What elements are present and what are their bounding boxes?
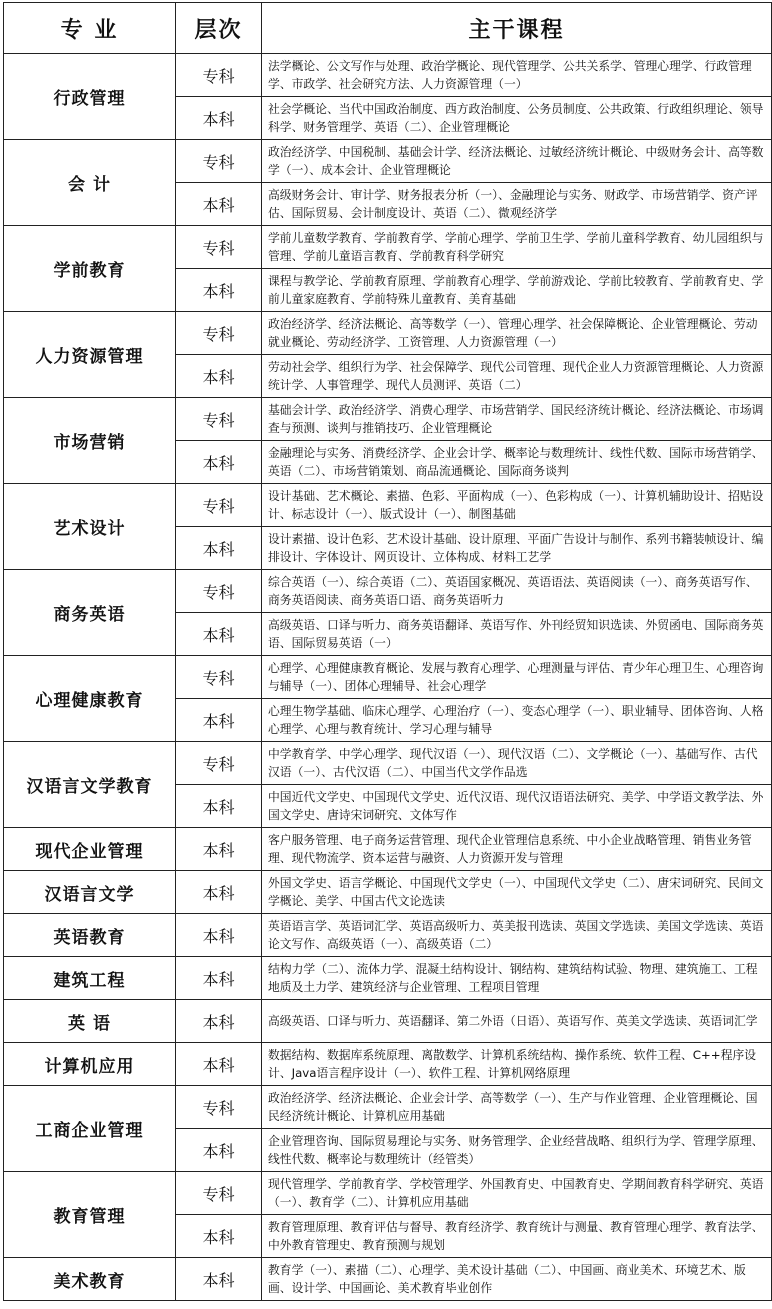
courses-cell: 综合英语（一）、综合英语（二）、英语国家概况、英语语法、英语阅读（一）、商务英语写作、商务英语阅读、商务英语口语、商务英语听力: [262, 570, 772, 613]
courses-cell: 基础会计学、政治经济学、消费心理学、市场营销学、国民经济统计概论、经济法概论、市场调查与预测、谈判与推销技巧、企业管理概论: [262, 398, 772, 441]
courses-cell: 政治经济学、中国税制、基础会计学、经济法概论、过敏经济统计概论、中级财务会计、高等数学（一）、成本会计、企业管理概论: [262, 140, 772, 183]
header-courses: 主干课程: [262, 3, 772, 54]
level-cell: 本科: [176, 1258, 262, 1301]
level-cell: 专科: [176, 226, 262, 269]
level-cell: 专科: [176, 312, 262, 355]
major-name: 行政管理: [4, 54, 176, 140]
table-row: [4, 1172, 772, 1215]
level-cell: 本科: [176, 1215, 262, 1258]
courses-cell: 政治经济学、经济法概论、企业会计学、高等数学（一）、生产与作业管理、企业管理概论、国民经济统计概论、计算机应用基础: [262, 1086, 772, 1129]
level-cell: 本科: [176, 828, 262, 871]
level-cell: 本科: [176, 613, 262, 656]
courses-cell: 企业管理咨询、国际贸易理论与实务、财务管理学、企业经营战略、组织行为学、管理学原理、线性代数、概率论与数理统计（经管类）: [262, 1129, 772, 1172]
level-cell: 本科: [176, 183, 262, 226]
table-row: [4, 871, 772, 914]
level-cell: 专科: [176, 570, 262, 613]
table-row: [4, 828, 772, 871]
courses-cell: 设计素描、设计色彩、艺术设计基础、设计原理、平面广告设计与制作、系列书籍装帧设计、编排设计、字体设计、网页设计、立体构成、材料工艺学: [262, 527, 772, 570]
major-name: 商务英语: [4, 570, 176, 656]
curriculum-table: [3, 2, 772, 1301]
major-name: 建筑工程: [4, 957, 176, 1000]
table-row: [4, 226, 772, 269]
courses-cell: 教育管理原理、教育评估与督导、教育经济学、教育统计与测量、教育管理心理学、教育法学、中外教育管理史、教育预测与规划: [262, 1215, 772, 1258]
major-name: 汉语言文学: [4, 871, 176, 914]
level-cell: 专科: [176, 1086, 262, 1129]
header-row: [4, 3, 772, 54]
courses-cell: 设计基础、艺术概论、素描、色彩、平面构成（一）、色彩构成（一）、计算机辅助设计、招贴设计、标志设计（一）、版式设计（一）、制图基础: [262, 484, 772, 527]
level-cell: 本科: [176, 97, 262, 140]
level-cell: 本科: [176, 1000, 262, 1043]
courses-cell: 高级财务会计、审计学、财务报表分析（一）、金融理论与实务、财政学、市场营销学、资产评估、国际贸易、会计制度设计、英语（二）、微观经济学: [262, 183, 772, 226]
major-name: 教育管理: [4, 1172, 176, 1258]
table-row: [4, 1043, 772, 1086]
major-name: 市场营销: [4, 398, 176, 484]
level-cell: 本科: [176, 957, 262, 1000]
header-level: 层次: [176, 3, 262, 54]
major-name: 英 语: [4, 1000, 176, 1043]
level-cell: 专科: [176, 1172, 262, 1215]
major-name: 计算机应用: [4, 1043, 176, 1086]
table-row: [4, 656, 772, 699]
major-name: 会 计: [4, 140, 176, 226]
courses-cell: 数据结构、数据库系统原理、离散数学、计算机系统结构、操作系统、软件工程、C++程序设计、Java语言程序设计（一）、软件工程、计算机网络原理: [262, 1043, 772, 1086]
table-row: [4, 312, 772, 355]
courses-cell: 英语语言学、英语词汇学、英语高级听力、英美报刊选读、英国文学选读、美国文学选读、英语论文写作、高级英语（一）、高级英语（二）: [262, 914, 772, 957]
major-name: 人力资源管理: [4, 312, 176, 398]
table-row: [4, 54, 772, 97]
table-row: [4, 140, 772, 183]
level-cell: 专科: [176, 140, 262, 183]
courses-cell: 学前儿童数学教育、学前教育学、学前心理学、学前卫生学、学前儿童科学教育、幼儿园组织与管理、学前儿童语言教育、学前教育科学研究: [262, 226, 772, 269]
level-cell: 专科: [176, 656, 262, 699]
level-cell: 本科: [176, 355, 262, 398]
curriculum-body: [4, 54, 772, 1301]
table-row: [4, 1086, 772, 1129]
courses-cell: 高级英语、口译与听力、商务英语翻译、英语写作、外刊经贸知识选读、外贸函电、国际商务英语、国际贸易英语（一）: [262, 613, 772, 656]
courses-cell: 中学教育学、中学心理学、现代汉语（一）、现代汉语（二）、文学概论（一）、基础写作、古代汉语（一）、古代汉语（二）、中国当代文学作品选: [262, 742, 772, 785]
courses-cell: 结构力学（二）、流体力学、混凝土结构设计、钢结构、建筑结构试验、物理、建筑施工、工程地质及土力学、建筑经济与企业管理、工程项目管理: [262, 957, 772, 1000]
courses-cell: 教育学（一）、素描（二）、心理学、美术设计基础（二）、中国画、商业美术、环境艺术、版画、设计学、中国画论、美术教育毕业创作: [262, 1258, 772, 1301]
courses-cell: 心理学、心理健康教育概论、发展与教育心理学、心理测量与评估、青少年心理卫生、心理咨询与辅导（一）、团体心理辅导、社会心理学: [262, 656, 772, 699]
courses-cell: 心理生物学基础、临床心理学、心理治疗（一）、变态心理学（一）、职业辅导、团体咨询、人格心理学、心理与教育统计、学习心理与辅导: [262, 699, 772, 742]
level-cell: 本科: [176, 527, 262, 570]
level-cell: 本科: [176, 871, 262, 914]
level-cell: 专科: [176, 742, 262, 785]
table-row: [4, 1000, 772, 1043]
courses-cell: 金融理论与实务、消费经济学、企业会计学、概率论与数理统计、线性代数、国际市场营销学、英语（二）、市场营销策划、商品流通概论、国际商务谈判: [262, 441, 772, 484]
major-name: 汉语言文学教育: [4, 742, 176, 828]
level-cell: 本科: [176, 914, 262, 957]
courses-cell: 外国文学史、语言学概论、中国现代文学史（一）、中国现代文学史（二）、唐宋词研究、民间文学概论、美学、中国古代文论选读: [262, 871, 772, 914]
courses-cell: 高级英语、口译与听力、英语翻译、第二外语（日语）、英语写作、英美文学选读、英语词汇学: [262, 1000, 772, 1043]
major-name: 工商企业管理: [4, 1086, 176, 1172]
level-cell: 本科: [176, 785, 262, 828]
courses-cell: 客户服务管理、电子商务运营管理、现代企业管理信息系统、中小企业战略管理、销售业务管理、现代物流学、资本运营与融资、人力资源开发与管理: [262, 828, 772, 871]
level-cell: 本科: [176, 269, 262, 312]
major-name: 美术教育: [4, 1258, 176, 1301]
table-row: [4, 570, 772, 613]
table-row: [4, 1258, 772, 1301]
level-cell: 专科: [176, 398, 262, 441]
header-major: 专 业: [4, 3, 176, 54]
major-name: 英语教育: [4, 914, 176, 957]
courses-cell: 法学概论、公文写作与处理、政治学概论、现代管理学、公共关系学、管理心理学、行政管理学、市政学、社会研究方法、人力资源管理（一）: [262, 54, 772, 97]
courses-cell: 现代管理学、学前教育学、学校管理学、外国教育史、中国教育史、学期间教育科学研究、英语（一）、教育学（二）、计算机应用基础: [262, 1172, 772, 1215]
major-name: 心理健康教育: [4, 656, 176, 742]
major-name: 学前教育: [4, 226, 176, 312]
table-row: [4, 742, 772, 785]
level-cell: 专科: [176, 54, 262, 97]
level-cell: 本科: [176, 1043, 262, 1086]
courses-cell: 政治经济学、经济法概论、高等数学（一）、管理心理学、社会保障概论、企业管理概论、劳动就业概论、劳动经济学、工资管理、人力资源管理（一）: [262, 312, 772, 355]
table-row: [4, 957, 772, 1000]
level-cell: 本科: [176, 441, 262, 484]
table-row: [4, 484, 772, 527]
table-row: [4, 398, 772, 441]
courses-cell: 社会学概论、当代中国政治制度、西方政治制度、公务员制度、公共政策、行政组织理论、领导科学、财务管理学、英语（二）、企业管理概论: [262, 97, 772, 140]
table-row: [4, 914, 772, 957]
courses-cell: 课程与教学论、学前教育原理、学前教育心理学、学前游戏论、学前比较教育、学前教育史、学前儿童家庭教育、学前特殊儿童教育、美育基础: [262, 269, 772, 312]
major-name: 现代企业管理: [4, 828, 176, 871]
level-cell: 本科: [176, 1129, 262, 1172]
level-cell: 本科: [176, 699, 262, 742]
courses-cell: 劳动社会学、组织行为学、社会保障学、现代公司管理、现代企业人力资源管理概论、人力资源统计学、人事管理学、现代人员测评、英语（二）: [262, 355, 772, 398]
major-name: 艺术设计: [4, 484, 176, 570]
courses-cell: 中国近代文学史、中国现代文学史、近代汉语、现代汉语语法研究、美学、中学语文教学法、外国文学史、唐诗宋词研究、文体写作: [262, 785, 772, 828]
level-cell: 专科: [176, 484, 262, 527]
